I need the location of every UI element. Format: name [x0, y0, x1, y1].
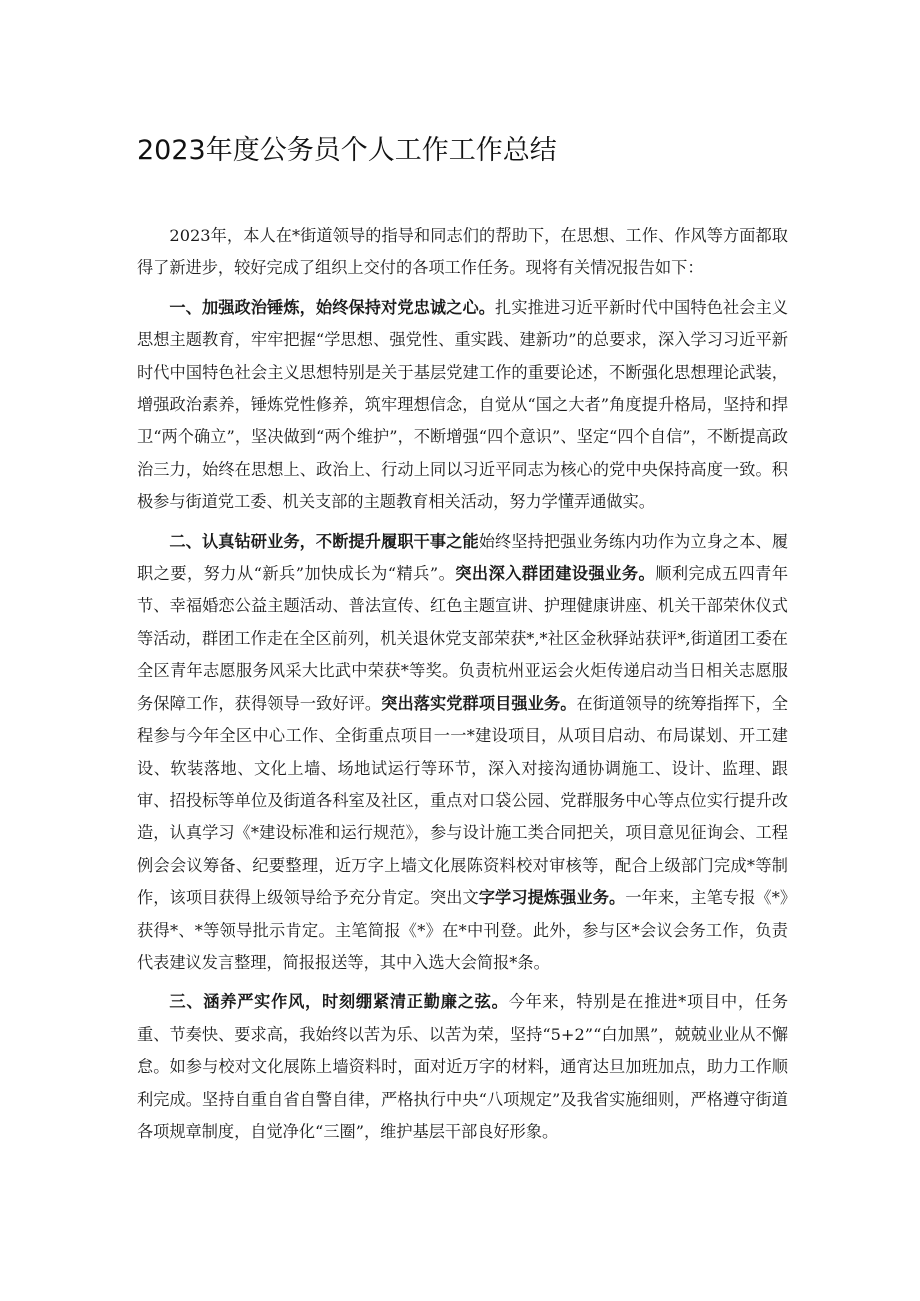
section-2-subheading-1: 突出深入群团建设强业务。: [455, 564, 656, 584]
section-1-paragraph: [137, 292, 788, 519]
section-3-paragraph: [137, 986, 788, 1148]
section-2-text-1: 始终坚持把强业务练内功作为立身之本、履职之要，努力从“新兵”加快成长为“精兵”。: [137, 531, 789, 584]
section-2-heading: 二、认真钻研业务，不断提升履职干事之能: [169, 531, 479, 551]
intro-text: 2023年，本人在*街道领导的指导和同志们的帮助下，在思想、工作、作风等方面都取得了新进步，较好完成了组织上交付的各项工作任务。现将有关情况报告如下：: [137, 226, 788, 278]
section-1-heading: 一、加强政治锤炼，始终保持对党忠诚之心。: [169, 297, 496, 317]
document-body: [137, 220, 788, 1148]
section-2-text-3: 在街道领导的统筹指挥下，全程参与今年全区中心工作、全街重点项目一一*建设项目，从项目启动、布局谋划、开工建设、软装落地、文化上墙、场地试运行等环节，深入对接沟通协调施工、设计、监理、跟审、招投标等单位及街道各科室及社区，重点对口袋公园、党群服务中心等点位实行提升改造，认真学习《*建设标准和运行规范》，参与设计施工类合同把关，项目意见征询会、工程例会会议筹备、纪要整理，近万字上墙文化展陈资料校对审核等，配合上级部门完成*等制作，该项目获得上级领导给予充分肯定。突出文: [137, 693, 789, 908]
page-title: 2023年度公务员个人工作工作总结: [137, 135, 557, 166]
section-2-subheading-2: 突出落实党群项目强业务。: [381, 693, 577, 713]
section-2-paragraph: [137, 526, 788, 980]
section-1-body: 扎实推进习近平新时代中国特色社会主义思想主题教育，牢牢把握“学思想、强党性、重实践、建新功”的总要求，深入学习习近平新时代中国特色社会主义思想特别是关于基层党建工作的重要论述，不断强化思想理论武装，增强政治素养，锤炼党性修养，筑牢理想信念，自觉从“国之大者”角度提升格局，坚持和捍卫“两个确立”，坚决做到“两个维护”，不断增强“四个意识”、坚定“四个自信”，不断提高政治三力，始终在思想上、政治上、行动上同以习近平同志为核心的党中央保持高度一致。积极参与街道党工委、机关支部的主题教育相关活动，努力学懂弄通做实。: [137, 297, 789, 512]
section-3-body: 今年来，特别是在推进*项目中，任务重、节奏快、要求高，我始终以苦为乐、以苦为荣，坚持“5+2”“白加黑”，兢兢业业从不懈怠。如参与校对文化展陈上墙资料时，面对近万字的材料，通宵达旦加班加点，助力工作顺利完成。坚持自重自省自警自律，严格执行中央“八项规定”及我省实施细则，严格遵守街道各项规章制度，自觉净化“三圈”，维护基层干部良好形象。: [137, 992, 789, 1141]
section-2-text-4: 一年来，主笔专报《*》获得*、*等领导批示肯定。主笔简报《*》在*中刊登。此外，参与区*会议会务工作，负责代表建议发言整理，简报报送等，其中入选大会简报*条。: [137, 888, 789, 972]
intro-paragraph: [137, 220, 788, 285]
section-2-text-2: 顺利完成五四青年节、幸福婚恋公益主题活动、普法宣传、红色主题宣讲、护理健康讲座、机关干部荣休仪式等活动，群团工作走在全区前列，机关退休党支部荣获*,*社区金秋驿站获评*,街道团工委在全区青年志愿服务风采大比武中荣获*等奖。负责杭州亚运会火炬传递启动当日相关志愿服务保障工作，获得领导一致好评。: [137, 564, 789, 713]
section-3-heading: 三、涵养严实作风，时刻绷紧清正勤廉之弦。: [169, 992, 509, 1012]
section-2-subheading-3: 字学习提炼强业务。: [478, 888, 626, 908]
